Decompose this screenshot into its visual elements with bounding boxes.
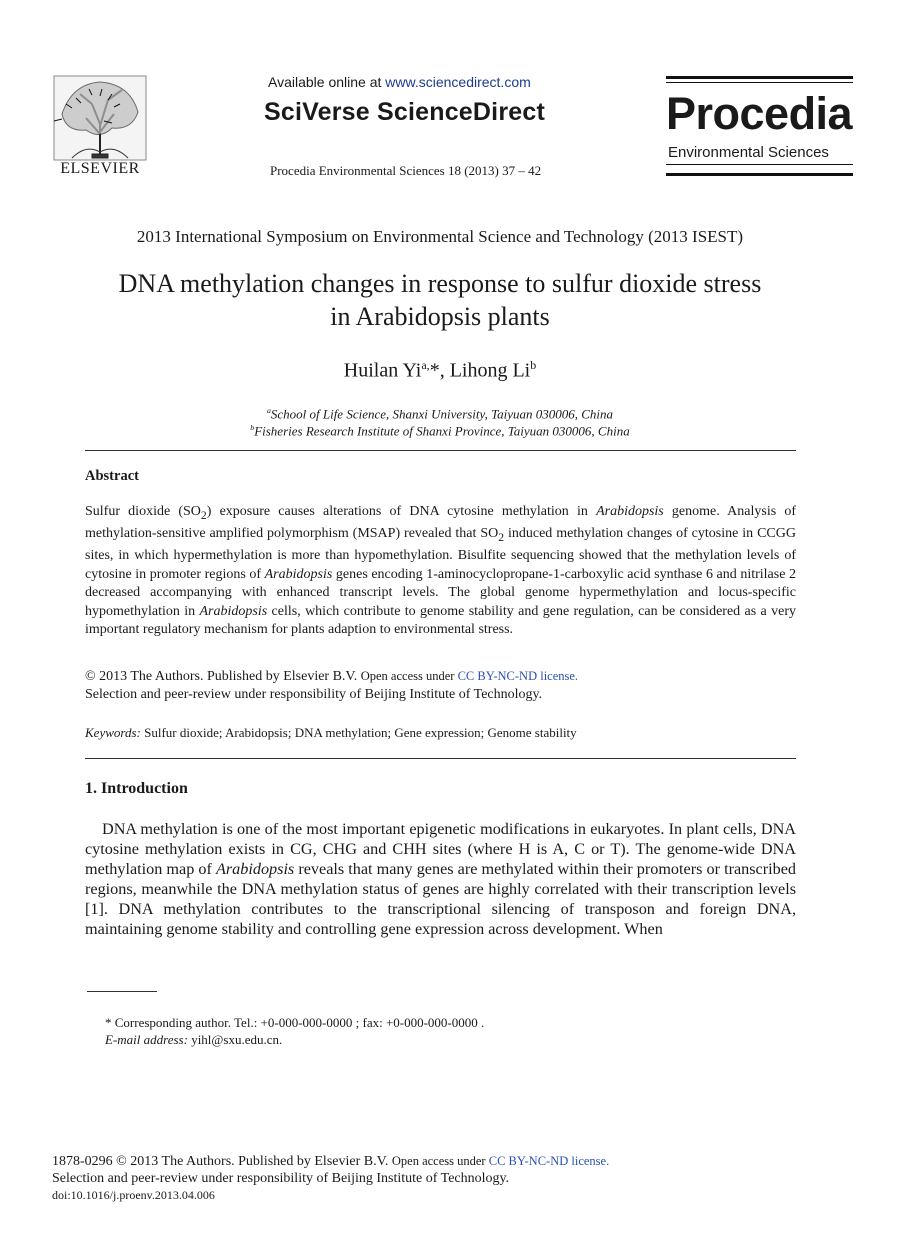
email-address[interactable]: yihl@sxu.edu.cn.	[187, 1032, 283, 1047]
footnote-divider	[87, 991, 157, 992]
author-name: Lihong Li	[449, 359, 531, 382]
abstract-heading: Abstract	[85, 468, 139, 484]
author-affiliation-mark: b	[530, 358, 537, 372]
conference-name: 2013 International Symposium on Environmental Science and Technology (2013 ISEST)	[136, 227, 744, 246]
author-affiliation-mark: a,	[421, 358, 430, 372]
author-list	[0, 358, 880, 383]
elsevier-wordmark: ELSEVIER	[60, 160, 140, 177]
email-note: E-mail address: yihl@sxu.edu.cn.	[105, 1032, 283, 1047]
sciencedirect-link[interactable]: www.sciencedirect.com	[385, 74, 531, 90]
keywords	[85, 725, 577, 741]
introduction-text: DNA methylation is one of the most important epigenetic modifications in eukaryotes. In plant cells, DNA cytosine methylation exists in CG, CHG and CHH sites (where H is A, C or T). The genome-wide DNA methylation map of Arabidopsis reveals that many genes are methylated within their promoters or transcribed regions, meanwhile the DNA methylation status of genes are highly correlated with their transcription levels [1]. DNA methylation contributes to the transcriptional silencing of transposon and foreign DNA, maintaining genome stability and controlling gene expression across development. When	[85, 820, 796, 938]
author-separator: ,	[439, 359, 450, 382]
section-heading: 1. Introduction	[85, 780, 188, 797]
available-label: Available online at	[268, 74, 386, 90]
corresponding-mark: *	[429, 359, 440, 382]
license-link[interactable]: CC BY-NC-ND license.	[457, 669, 579, 683]
affiliation-mark: a	[266, 406, 271, 415]
author-name: Huilan Yi	[343, 359, 422, 382]
footer-peer-review: Selection and peer-review under responsibility of Beijing Institute of Technology.	[52, 1171, 510, 1186]
footer-copyright: 1878-0296 © 2013 The Authors. Published by Elsevier B.V. Open access under CC BY-NC-ND license.	[52, 1154, 610, 1169]
affiliation	[0, 423, 880, 439]
title-line-1: DNA methylation changes in response to sulfur dioxide stress	[118, 269, 762, 298]
article-title	[0, 267, 880, 333]
affiliation-mark: b	[250, 423, 255, 432]
peer-review-line: Selection and peer-review under responsibility of Beijing Institute of Technology.	[85, 687, 543, 702]
available-online-line	[268, 74, 531, 90]
corresponding-author-note: * Corresponding author. Tel.: +0-000-000-0000 ; fax: +0-000-000-0000 .	[105, 1015, 485, 1030]
footer-doi[interactable]: doi:10.1016/j.proenv.2013.04.006	[52, 1188, 215, 1202]
copyright-line: © 2013 The Authors. Published by Elsevier B.V. Open access under CC BY-NC-ND license.	[85, 669, 579, 684]
sciverse-sciencedirect-logo: SciVerse ScienceDirect	[264, 98, 545, 126]
affiliation-text: School of Life Science, Shanxi University, Taiyuan 030006, China	[270, 406, 614, 422]
procedia-logo: Procedia	[666, 88, 853, 139]
procedia-subtitle: Environmental Sciences	[668, 144, 829, 161]
abstract-text: Sulfur dioxide $(SO_2)$ exposure causes alterations of DNA cytosine methylation in Arabidopsis genome. Analysis of methylation-sensitive amplified polymorphism (MSAP) revealed that $SO_2$ induced methylation changes of cytosine in CCGG sites, in which hypermethylation is more than hypomethylation. Bisulfite sequencing showed that the methylation levels of cytosine in promoter regions of Arabidopsis genes encoding 1-aminocyclopropane-1-carboxylic acid synthase 6 and nitrilase 2 decreased accompanying with enhanced transcript levels. The global genome hypermethylation and locus-specific hypomethylation in Arabidopsis cells, which contribute to genome stability and gene regulation, can be considered as a very important regulatory mechanism for plants adaption to environmental stress.	[85, 504, 797, 638]
footer-license-link[interactable]: CC BY-NC-ND license.	[488, 1154, 610, 1168]
title-line-2: in Arabidopsis plants	[330, 302, 550, 331]
keywords-list: Sulfur dioxide; Arabidopsis; DNA methylation; Gene expression; Genome stability	[140, 725, 577, 740]
divider	[85, 758, 796, 759]
divider	[85, 450, 796, 451]
journal-citation: Procedia Environmental Sciences 18 (2013) 37 – 42	[270, 163, 542, 178]
keywords-label: Keywords:	[85, 725, 141, 740]
affiliation	[0, 406, 880, 422]
affiliation-text: Fisheries Research Institute of Shanxi Province, Taiyuan 030006, China	[254, 423, 630, 439]
